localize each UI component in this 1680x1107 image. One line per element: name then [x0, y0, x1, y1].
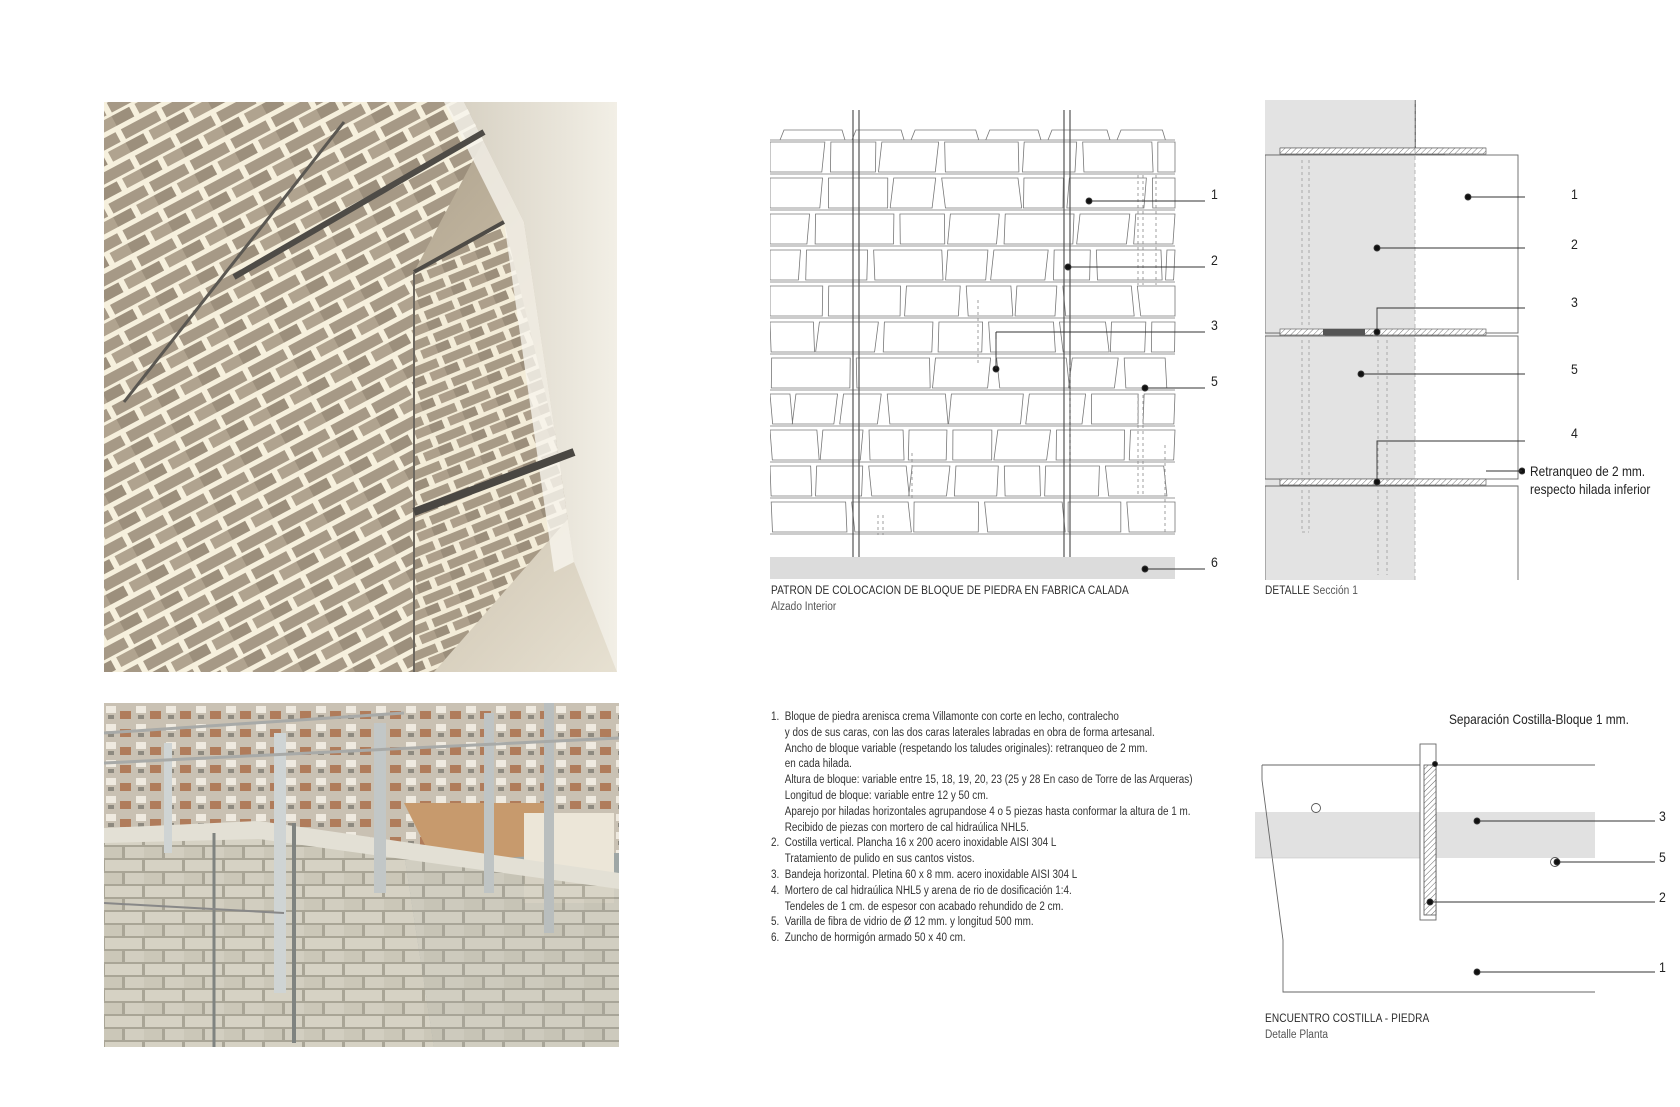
- stone-block: [1068, 502, 1121, 532]
- legend-item-5: 5. Varilla de fibra de vidrio de Ø 12 mm. y longitud 500 mm.: [771, 916, 1034, 929]
- stone-block: [816, 322, 879, 352]
- stone-block: [1091, 394, 1138, 424]
- plan-drawing: [1255, 740, 1665, 1002]
- elevation-callout-1: 1: [1211, 186, 1218, 202]
- stone-block: [1063, 286, 1134, 316]
- stone-block: [874, 250, 943, 280]
- stone-block: [771, 502, 847, 532]
- stone-block: [1083, 142, 1153, 172]
- stone-block: [840, 394, 882, 424]
- plan-callout-1: 1: [1659, 959, 1666, 975]
- legend-item-4: 4. Mortero de cal hidraúlica NHL5 y arena de rio de dosificación 1:4. Tendeles de 1 cm. de espesor con acabado rehundido de 2 cm.: [771, 884, 1072, 913]
- stone-block: [770, 142, 825, 172]
- stone-block: [1124, 358, 1167, 388]
- stone-block: [985, 502, 1066, 532]
- concrete-ring-beam: [770, 557, 1175, 579]
- stone-block-top: [911, 130, 979, 140]
- section-callout-3: 3: [1571, 294, 1578, 310]
- section-outlines: [1265, 100, 1525, 580]
- vertical-ribs: [853, 110, 1070, 557]
- plan-top-note: Separación Costilla-Bloque 1 mm.: [1449, 711, 1629, 727]
- plan-callout-2: 2: [1659, 889, 1666, 905]
- stone-block: [994, 430, 1051, 460]
- stone-block: [1026, 394, 1086, 424]
- stone-block: [1127, 502, 1175, 532]
- construction-scaffolding-photo: [104, 703, 619, 1047]
- stone-block: [954, 466, 998, 496]
- stone-block: [1137, 286, 1175, 316]
- stone-block: [1068, 358, 1118, 388]
- stone-block: [770, 286, 823, 316]
- stone-block: [1129, 430, 1175, 460]
- stone-block-top: [780, 130, 845, 140]
- stone-block: [900, 214, 945, 244]
- stone-block: [966, 286, 1013, 316]
- stone-block: [946, 250, 988, 280]
- stone-block: [1059, 322, 1109, 352]
- elevation-callout-2: 2: [1211, 252, 1218, 268]
- stone-block: [942, 178, 1022, 208]
- stone-block: [770, 430, 819, 460]
- stone-block: [828, 178, 887, 208]
- stone-block: [792, 394, 837, 424]
- section-callout-2: 2: [1571, 236, 1578, 252]
- stone-block-top: [852, 130, 904, 140]
- stone-block: [869, 466, 910, 496]
- stone-block: [1151, 322, 1175, 352]
- elevation-callout-6: 6: [1211, 554, 1218, 570]
- stone-block-top: [1048, 130, 1110, 140]
- plan-callout-5: 5: [1659, 849, 1666, 865]
- elevation-drawing: [770, 105, 1230, 580]
- stone-block: [1023, 178, 1063, 208]
- legend-item-2: 2. Costilla vertical. Plancha 16 x 200 acero inoxidable AISI 304 L Tratamiento de pulido en sus cantos vistos.: [771, 837, 1057, 866]
- legend-item-3: 3. Bandeja horizontal. Pletina 60 x 8 mm. acero inoxidable AISI 304 L: [771, 868, 1078, 881]
- stone-block: [815, 214, 894, 244]
- stone-block: [1158, 142, 1175, 172]
- elevation-callout-3: 3: [1211, 317, 1218, 333]
- stone-block: [1166, 250, 1175, 280]
- stone-block: [949, 394, 1024, 424]
- stone-block: [883, 322, 933, 352]
- stone-block: [770, 178, 823, 208]
- section-callout-4: 4: [1571, 425, 1578, 441]
- stone-block: [1022, 142, 1076, 172]
- fiberglass-rods: [878, 175, 1165, 535]
- stone-block: [770, 250, 800, 280]
- stone-block: [1056, 430, 1124, 460]
- stone-block: [1105, 466, 1167, 496]
- elevation-title: PATRON DE COLOCACION DE BLOQUE DE PIEDRA EN FABRICA CALADA: [771, 585, 1129, 597]
- elevation-callout-5: 5: [1211, 373, 1218, 389]
- plan-subtitle: Detalle Planta: [1265, 1029, 1329, 1041]
- stone-block: [909, 466, 950, 496]
- stone-block: [953, 430, 992, 460]
- stone-block: [771, 358, 850, 388]
- stone-block: [806, 250, 868, 280]
- stone-block: [997, 358, 1070, 388]
- stone-block: [1143, 394, 1175, 424]
- stone-block: [770, 466, 812, 496]
- stone-block: [1045, 466, 1100, 496]
- stone-block: [828, 286, 900, 316]
- stone-block: [869, 430, 904, 460]
- plan-leaders: [1427, 762, 1655, 976]
- stone-block: [770, 322, 815, 352]
- section-callout-5: 5: [1571, 361, 1578, 377]
- plan-title: ENCUENTRO COSTILLA - PIEDRA: [1265, 1013, 1430, 1025]
- material-legend: [771, 710, 1291, 947]
- stone-block: [1134, 214, 1175, 244]
- stone-block: [1004, 466, 1040, 496]
- stone-block: [991, 250, 1049, 280]
- stone-block: [914, 502, 979, 532]
- section-title: DETALLE Sección 1: [1265, 585, 1359, 597]
- setback-note-line2: respecto hilada inferior: [1530, 481, 1651, 497]
- stone-block: [1067, 178, 1146, 208]
- stone-block: [1110, 322, 1145, 352]
- stone-block: [948, 214, 1000, 244]
- stone-block: [887, 394, 948, 424]
- stone-block: [945, 142, 1019, 172]
- stone-block: [938, 322, 983, 352]
- stone-block: [878, 142, 938, 172]
- legend-item-1: 1. Bloque de piedra arenisca crema Villamonte con corte en lecho, contralecho y dos de sus caras, con las dos caras laterales labradas en obra de forma artesanal. Ancho de bloque variable (respetando los taludes originales): retranqueo de 2 mm. en cada hilada. Altura de bloque: variable entre 15, 18, 19, 20, 23 (25 y 28 En caso de Torre de las Arqueras) Longitud de bloque: variable entre 12 y 50 cm. Aparejo por hiladas horizontales agrupandose 4 o 5 piezas hasta conformar la altura de 1 m. Recibido de piezas con mortero de cal hidraúlica NHL5.: [771, 711, 1193, 834]
- stone-block: [852, 502, 912, 532]
- stone-block: [816, 466, 863, 496]
- elevation-subtitle: Alzado Interior: [771, 601, 837, 613]
- stone-block: [890, 178, 936, 208]
- plan-callout-3: 3: [1659, 808, 1666, 824]
- stone-block: [856, 358, 930, 388]
- stone-block: [932, 358, 990, 388]
- elevation-leaders: [993, 198, 1205, 572]
- stone-block: [1096, 250, 1162, 280]
- stone-block: [1077, 214, 1130, 244]
- stone-block-top: [1117, 130, 1165, 140]
- stone-block: [908, 430, 947, 460]
- stone-block: [770, 214, 810, 244]
- section-callout-1: 1: [1571, 186, 1578, 202]
- stone-block: [905, 286, 961, 316]
- stone-block: [989, 322, 1056, 352]
- stone-block-top: [986, 130, 1041, 140]
- interior-stone-lattice-photo: [104, 102, 617, 672]
- setback-note-line1: Retranqueo de 2 mm.: [1530, 463, 1646, 479]
- stone-block: [1015, 286, 1057, 316]
- legend-item-6: 6. Zuncho de hormigón armado 50 x 40 cm.: [771, 932, 966, 945]
- stone-block: [770, 394, 793, 424]
- stone-block: [1053, 250, 1090, 280]
- stone-block: [820, 430, 863, 460]
